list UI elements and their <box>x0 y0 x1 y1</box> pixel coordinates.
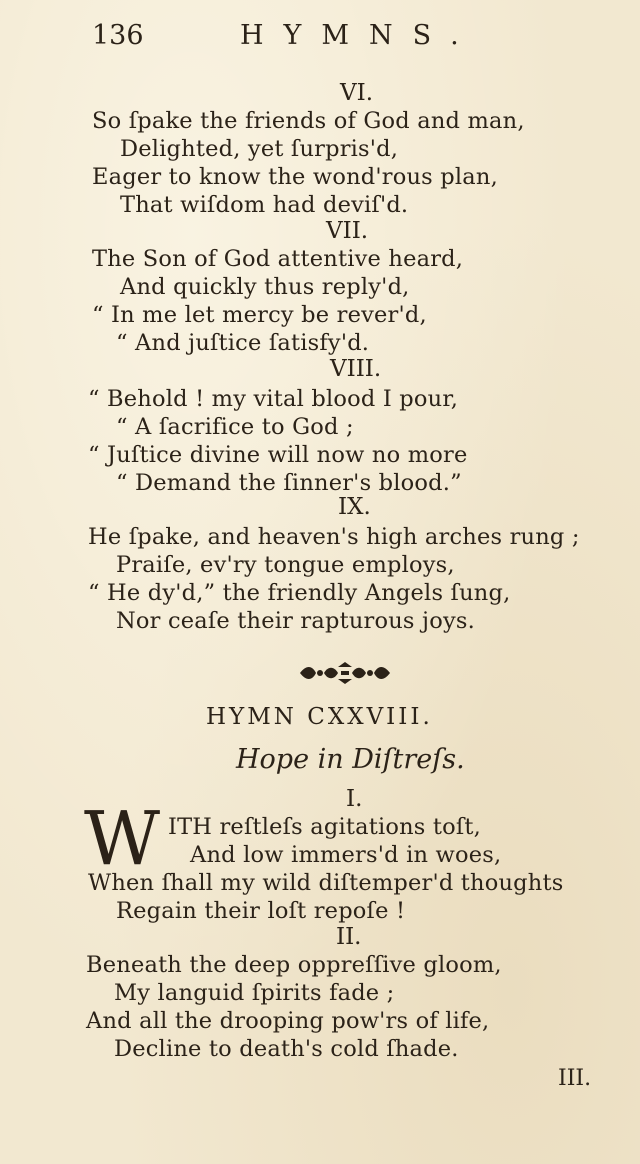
page-number: 136 <box>92 20 144 51</box>
hymn-heading: HYMN CXXVIII. <box>206 704 433 730</box>
stanza-number: II. <box>336 924 362 950</box>
verse-line: ITH reſtleſs agitations toſt, <box>168 814 481 840</box>
verse-line: “ Demand the ſinner's blood.” <box>116 470 462 496</box>
stanza-number: I. <box>346 786 363 812</box>
verse-line: And all the drooping pow'rs of life, <box>86 1008 490 1034</box>
fleuron-ornament-icon <box>298 658 392 688</box>
verse-line: He ſpake, and heaven's high arches rung ; <box>88 524 580 550</box>
running-title: HYMNS. <box>240 20 479 51</box>
verse-line: My languid ſpirits fade ; <box>114 980 395 1006</box>
verse-line: That wiſdom had deviſ'd. <box>120 192 409 218</box>
verse-line: Nor ceaſe their rapturous joys. <box>116 608 475 634</box>
verse-line: Beneath the deep oppreſſive gloom, <box>86 952 502 978</box>
stanza-number: VII. <box>326 218 369 244</box>
stanza-number: IX. <box>338 494 371 520</box>
verse-line: When ſhall my wild diſtemper'd thoughts <box>88 870 564 896</box>
drop-cap: W <box>84 796 161 882</box>
verse-line: “ He dy'd,” the friendly Angels ſung, <box>88 580 511 606</box>
verse-line: “ In me let mercy be rever'd, <box>92 302 427 328</box>
catchword: III. <box>558 1066 592 1091</box>
hymn-subtitle: Hope in Diſtreſs. <box>236 744 465 775</box>
verse-line: Eager to know the wond'rous plan, <box>92 164 498 190</box>
stanza-number: VI. <box>340 80 374 106</box>
verse-line: “ Juſtice divine will now no more <box>88 442 468 468</box>
verse-line: And quickly thus reply'd, <box>120 274 410 300</box>
verse-line: Regain their loſt repoſe ! <box>116 898 406 924</box>
page-header <box>92 20 512 60</box>
verse-line: “ A ſacrifice to God ; <box>116 414 354 440</box>
verse-line: Delighted, yet ſurpris'd, <box>120 136 399 162</box>
verse-line: “ Behold ! my vital blood I pour, <box>88 386 459 412</box>
verse-line: The Son of God attentive heard, <box>92 246 464 272</box>
verse-line: Praiſe, ev'ry tongue employs, <box>116 552 455 578</box>
verse-line: Decline to death's cold ſhade. <box>114 1036 459 1062</box>
verse-line: So ſpake the friends of God and man, <box>92 108 525 134</box>
verse-line: “ And juſtice ſatisfy'd. <box>116 330 370 356</box>
stanza-number: VIII. <box>330 356 382 382</box>
verse-line: And low immers'd in woes, <box>190 842 502 868</box>
